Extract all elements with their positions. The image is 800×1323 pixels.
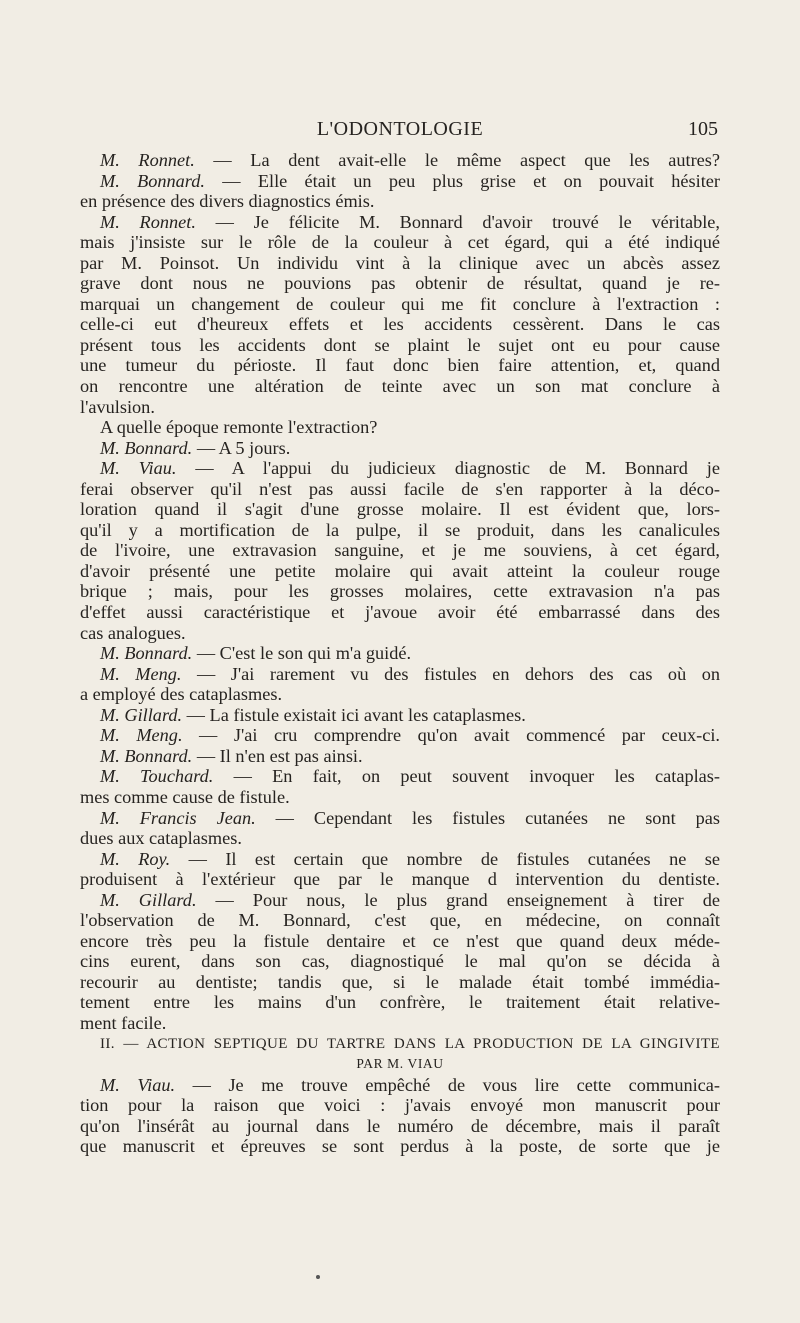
line-text: celle-ci eut d'heureux effets et les accidents cessèrent. Dans le cas (80, 314, 720, 335)
line-text: tement entre les mains d'un confrère, le traitement était relative- (80, 992, 720, 1013)
text-line (80, 458, 720, 479)
speaker-name: M. Viau. (100, 458, 177, 479)
line-text: marquai un changement de couleur qui me fit conclure à l'extraction : (80, 293, 720, 314)
line-text: — C'est le son qui m'a guidé. (192, 643, 412, 664)
text-line (80, 808, 720, 829)
line-text: — Je félicite M. Bonnard d'avoir trouvé le véritable, (195, 211, 720, 232)
speaker-name: M. Bonnard. (100, 170, 205, 191)
text-line (80, 1116, 720, 1137)
line-text: présent tous les accidents dont se plaint le sujet ont eu pour cause (80, 334, 720, 355)
text-line (80, 253, 720, 274)
text-line (80, 438, 720, 459)
speaker-name: M. Meng. (100, 663, 182, 684)
text-line (80, 499, 720, 520)
text-line (80, 849, 720, 870)
text-line (80, 951, 720, 972)
speaker-name: M. Francis Jean. (100, 807, 256, 828)
text-line (80, 561, 720, 582)
line-text: qu'on l'insérât au journal dans le numéro de décembre, mais il paraît (80, 1115, 720, 1136)
text-line (80, 602, 720, 623)
line-text: en présence des divers diagnostics émis. (80, 191, 375, 212)
line-text: — A 5 jours. (192, 437, 291, 458)
speaker-name: M. Meng. (100, 725, 183, 746)
text-line (80, 664, 720, 685)
line-text: ferai observer qu'il n'est pas aussi facile de s'en rapporter à la déco- (80, 478, 720, 499)
speaker-name: M. Bonnard. (100, 745, 193, 766)
body-text (80, 150, 720, 1157)
text-line (80, 910, 720, 931)
line-text: — Elle était un peu plus grise et on pouvait hésiter (204, 170, 720, 191)
line-text: mes comme cause de fistule. (80, 786, 290, 807)
line-text: — Cependant les fistules cutanées ne sont pas (255, 807, 720, 828)
line-text: PAR M. VIAU (356, 1056, 444, 1072)
text-line (80, 232, 720, 253)
line-text: de l'ivoire, une extravasion sanguine, et je me souviens, à cet égard, (80, 540, 720, 561)
line-text: — J'ai rarement vu des fistules en dehors des cas où on (181, 663, 720, 684)
text-line (80, 191, 720, 212)
text-line (80, 869, 720, 890)
page-header (80, 118, 720, 146)
text-line (80, 828, 720, 849)
text-line (80, 335, 720, 356)
line-text: l'observation de M. Bonnard, c'est que, en médecine, on connaît (80, 910, 720, 931)
speaker-name: M. Touchard. (100, 766, 214, 787)
text-line (80, 479, 720, 500)
text-line (80, 643, 720, 664)
text-line (80, 725, 720, 746)
speaker-name: M. Ronnet. (100, 211, 196, 232)
line-text: — La fistule existait ici avant les cataplasmes. (182, 704, 526, 725)
text-line (80, 397, 720, 418)
line-text: qu'il y a mortification de la pulpe, il se produit, dans les canalicules (80, 519, 720, 540)
speaker-name: M. Gillard. (100, 889, 197, 910)
line-text: — A l'appui du judicieux diagnostic de M. Bonnard je (176, 458, 720, 479)
line-text: II. — ACTION SEPTIQUE DU TARTRE DANS LA PRODUCTION DE LA GINGIVITE (100, 1035, 720, 1052)
text-line (80, 294, 720, 315)
line-text: brique ; mais, pour les grosses molaires, cette extravasion n'a pas (80, 581, 720, 602)
line-text: loration quand il s'agit d'une grosse molaire. Il est évident que, lors- (80, 499, 720, 520)
text-line (80, 766, 720, 787)
line-text: encore très peu la fistule dentaire et ce n'est que quand deux méde- (80, 930, 720, 951)
text-line (80, 520, 720, 541)
text-line (80, 684, 720, 705)
line-text: on rencontre une altération de teinte avec un son mat conclure à (80, 376, 720, 397)
speaker-name: M. Bonnard. (100, 643, 193, 664)
print-speck (316, 1275, 320, 1279)
text-line (80, 787, 720, 808)
text-line (80, 314, 720, 335)
line-text: — Il n'en est pas ainsi. (192, 745, 363, 766)
line-text: a employé des cataplasmes. (80, 684, 283, 705)
text-line (80, 376, 720, 397)
text-line (80, 1095, 720, 1116)
text-line (80, 540, 720, 561)
text-line (80, 1034, 720, 1055)
speaker-name: M. Gillard. (100, 704, 183, 725)
line-text: cins eurent, dans son cas, diagnostiqué le mal qu'on se décida à (80, 951, 720, 972)
text-line (80, 581, 720, 602)
line-text: — Je me trouve empêché de vous lire cette communica- (175, 1074, 720, 1095)
text-line (80, 150, 720, 171)
text-line (80, 1075, 720, 1096)
text-line (80, 171, 720, 192)
line-text: — Pour nous, le plus grand enseignement à tirer de (196, 889, 720, 910)
speaker-name: M. Ronnet. (100, 150, 195, 170)
line-text: mais j'insiste sur le rôle de la couleur à cet égard, qui a été indiqué (80, 232, 720, 253)
line-text: grave dont nous ne pouvions pas obtenir de résultat, quand je re- (80, 273, 720, 294)
running-title: L'ODONTOLOGIE (316, 118, 484, 140)
line-text: l'avulsion. (80, 396, 155, 417)
line-text: A quelle époque remonte l'extraction? (100, 417, 378, 438)
text-line (80, 972, 720, 993)
text-line (80, 1136, 720, 1157)
line-text: d'effet aussi caractéristique et j'avoue avoir été embarrassé dans des (80, 602, 720, 623)
speaker-name: M. Viau. (100, 1074, 176, 1095)
line-text: que manuscrit et épreuves se sont perdus à la poste, de sorte que je (80, 1136, 720, 1157)
text-line (80, 417, 720, 438)
line-text: une tumeur du périoste. Il faut donc bien faire attention, et, quand (80, 355, 720, 376)
line-text: — En fait, on peut souvent invoquer les cataplas- (213, 766, 720, 787)
text-line (80, 992, 720, 1013)
page-number: 105 (688, 118, 718, 140)
line-text: — J'ai cru comprendre qu'on avait commencé par ceux-ci. (182, 725, 720, 746)
line-text: d'avoir présenté une petite molaire qui avait atteint la couleur rouge (80, 560, 720, 581)
line-text: recourir au dentiste; tandis que, si le malade était tombé immédia- (80, 971, 720, 992)
text-line (80, 212, 720, 233)
text-line (80, 931, 720, 952)
line-text: par M. Poinsot. Un individu vint à la clinique avec un abcès assez (80, 252, 720, 273)
line-text: produisent à l'extérieur que par le manque d intervention du dentiste. (80, 869, 720, 890)
text-line (80, 355, 720, 376)
line-text: ment facile. (80, 1012, 167, 1033)
speaker-name: M. Roy. (100, 848, 171, 869)
line-text: — La dent avait-elle le même aspect que les autres? (194, 150, 720, 170)
line-text: cas analogues. (80, 622, 186, 643)
text-line (80, 890, 720, 911)
text-line (80, 705, 720, 726)
line-text: — Il est certain que nombre de fistules cutanées ne se (170, 848, 720, 869)
text-line (80, 746, 720, 767)
text-line (80, 1013, 720, 1034)
text-line (80, 623, 720, 644)
text-line (80, 1054, 720, 1075)
line-text: tion pour la raison que voici : j'avais envoyé mon manuscrit pour (80, 1095, 720, 1116)
speaker-name: M. Bonnard. (100, 437, 193, 458)
line-text: dues aux cataplasmes. (80, 828, 242, 849)
text-line (80, 273, 720, 294)
